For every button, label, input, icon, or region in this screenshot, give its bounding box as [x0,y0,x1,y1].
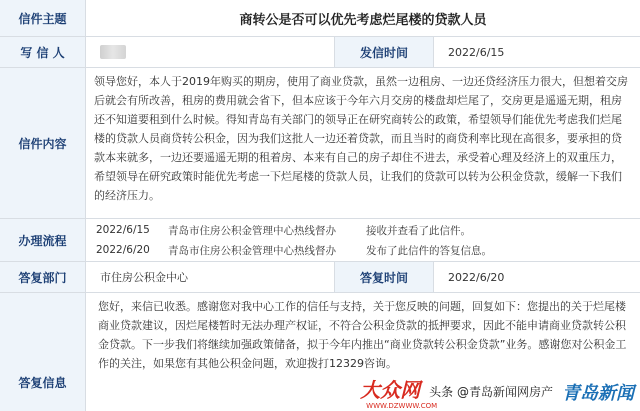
dept-value: 市住房公积金中心 [100,271,188,284]
qingdao-news-logo: 青岛新闻 [562,382,634,404]
watermark [360,374,634,409]
send-date-label: 发信时间 [334,37,434,67]
content-text: 领导您好，本人于2019年购买的期房，使用了商业贷款，虽然一边租房、一边还贷经济压力很大，但想着交房后就会有所改善，租房的费用就会省下，但本应该于今年六月交房的楼盘却烂尾了，交房更是遥遥无期，租房还不知道要租到什么时候。得知青岛有关部门的领导正在研究商转公的政策，希望领导们能优先考虑我们烂尾楼的贷款人员商贷转公积金，因为我们这批人一边还着贷款，而且当时的商贷利率比现在高很多，要承担的贷款本来就多，一边还要遥遥无期的租着房、本来有自己的房子却住不进去，承受着心理及经济上的双重压力，希望领导在研究政策时能优先考虑一下烂尾楼的贷款人员，让我们的贷款可以转为公积金贷款，缓解一下我们的经济压力。 [94,75,628,202]
writer-label: 写 信 人 [0,37,86,67]
process-step-action: 发布了此信件的答复信息。 [366,244,492,257]
writer-value [86,37,334,67]
process-row [0,219,640,262]
reply-text: 您好，来信已收悉。感谢您对我中心工作的信任与支持，关于您反映的问题，回复如下：您提出的关于烂尾楼商业贷款建议，因烂尾楼暂时无法办理产权证，不符合公积金贷款的抵押要求，因此不能申请商业贷款转公积金贷款。下一步我们将继续加强政策储备，拟于今年内推出“商业贷款转公积金贷款”业务。感谢您对公积金工作的关注，如果您有其他公积金问题，欢迎拨打12329咨询。 [98,300,627,370]
subject-value: 商转公是否可以优先考虑烂尾楼的贷款人员 [239,12,487,28]
dept-label: 答复部门 [0,262,86,292]
content-label: 信件内容 [0,68,86,218]
subject-label: 信件主题 [0,0,86,36]
author-tag: 头条 @青岛新闻网房产 [426,383,556,400]
writer-row [0,37,640,68]
dzwww-logo [360,374,438,410]
reply-label: 答复信息 [0,293,86,411]
dept-row [0,262,640,293]
process-step-org: 青岛市住房公积金管理中心热线督办 [168,244,336,257]
send-date-value: 2022/6/15 [448,45,505,59]
process-step-date: 2022/6/20 [96,244,150,256]
writer-name-blurred [100,45,126,59]
dzwww-url: WWW.DZWWW.COM [366,402,438,410]
process-label: 办理流程 [0,219,86,261]
content-row [0,68,640,219]
subject-row [0,0,640,37]
dzwww-logo-text: 大众网 [360,378,421,402]
reply-date-label: 答复时间 [334,262,434,292]
process-step [96,241,634,259]
reply-date-value: 2022/6/20 [448,270,505,284]
process-step-org: 青岛市住房公积金管理中心热线督办 [168,224,336,237]
process-step-action: 接收并查看了此信件。 [366,224,471,237]
process-step [96,221,634,239]
process-step-date: 2022/6/15 [96,224,150,236]
